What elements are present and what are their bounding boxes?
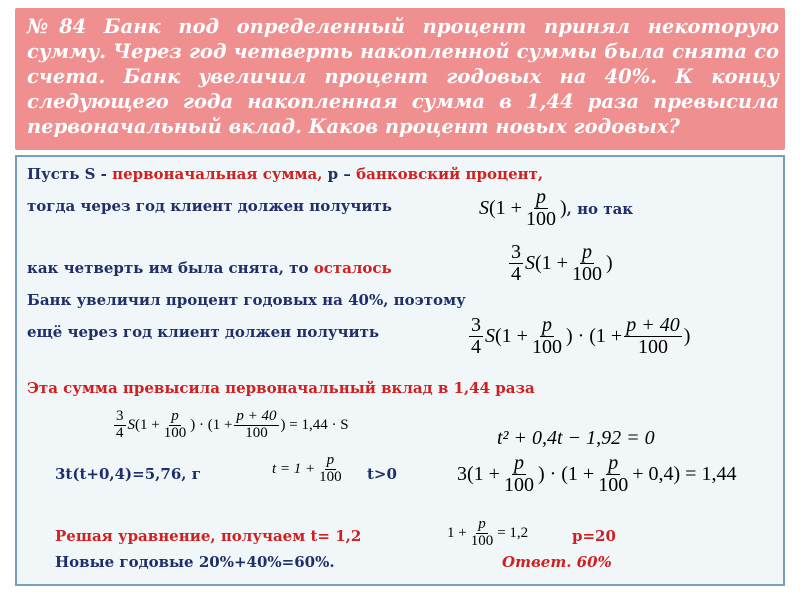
fraction-3-4: [509, 242, 523, 285]
text-bank-increased: Банк увеличил процент годовых на 40%, поэтому: [27, 291, 466, 309]
text-quarter: как четверть им была снята, то: [27, 259, 314, 277]
formula-close: ): [605, 252, 613, 274]
frac-num: p: [608, 452, 619, 474]
formula-after-year: [479, 187, 633, 230]
formula-open: (1 +: [495, 325, 528, 347]
solution-line-8: [55, 527, 361, 545]
solution-line-6: [27, 379, 535, 397]
formula-times: ) · (1 +: [565, 325, 623, 347]
text-answer: Ответ. 60%: [502, 553, 612, 571]
formula-quadratic: [497, 427, 655, 450]
frac-den: 4: [116, 424, 124, 441]
answer: [502, 553, 612, 571]
text-another-year: ещё через год клиент должен получить: [27, 323, 380, 341]
quadratic-text: t² + 0,4t − 1,92 = 0: [497, 427, 655, 449]
solution-line-7: [55, 465, 201, 483]
fraction-p-100: [162, 409, 189, 442]
solution-line-5: [27, 323, 379, 341]
formula-second-year: [467, 315, 690, 358]
frac-num: 3: [511, 241, 521, 263]
fraction-p-100: [524, 187, 558, 230]
fraction-p-100: [530, 315, 564, 358]
formula-simplified: [457, 453, 736, 496]
fraction-3-4: [114, 409, 126, 442]
problem-header: [15, 8, 785, 150]
frac-den: 100: [163, 424, 187, 441]
text-new-rate: Новые годовые 20%+40%=60%.: [55, 553, 335, 571]
frac-num: p: [513, 452, 524, 474]
frac-num: p: [326, 452, 335, 468]
result-p: [572, 527, 616, 545]
fraction-p-100: [502, 453, 536, 496]
text-substitution: 3t(t+0,4)=5,76, г: [55, 465, 201, 483]
problem-number: №84: [27, 15, 87, 38]
formula-3open: 3(1 +: [457, 463, 500, 485]
frac-den: 100: [637, 336, 668, 358]
formula-times: ) · (1 +: [537, 463, 595, 485]
frac-num: 3: [471, 314, 481, 336]
text-initial-sum: первоначальная сумма,: [112, 165, 323, 183]
text-t-positive: t>0: [367, 465, 397, 483]
formula-rhs: ) = 1,44 · S: [280, 416, 349, 433]
formula-open: (1 +: [489, 197, 522, 219]
formula-open: (1 +: [135, 416, 160, 433]
frac-num: p: [535, 186, 546, 208]
solution-line-9: [55, 553, 335, 571]
solution-line-1: [27, 165, 543, 183]
formula-s: S: [485, 325, 495, 347]
fraction-p-100: [469, 517, 496, 550]
text-solving: Решая уравнение, получаем t= 1,2: [55, 527, 362, 545]
text-exceeded: Эта сумма превысила первоначальный вклад в 1,44 раза: [27, 379, 535, 397]
fraction-p-100: [317, 453, 344, 486]
formula-times: ) · (1 +: [190, 416, 233, 433]
formula-s: S: [127, 416, 135, 433]
text-p: p –: [322, 165, 357, 183]
frac-num: 3: [116, 408, 124, 424]
text-bank-percent: банковский процент,: [356, 165, 544, 183]
formula-s: S: [525, 252, 535, 274]
fraction-p-100: [596, 453, 630, 496]
frac-num: p: [581, 241, 592, 263]
solution-box: [15, 155, 785, 586]
fraction-3-4: [469, 315, 483, 358]
formula-open: (1 +: [535, 252, 568, 274]
frac-num: p: [478, 516, 486, 532]
frac-num: p: [541, 314, 552, 336]
fraction-p40-100: [234, 409, 278, 442]
formula-rhs: + 0,4) = 1,44: [632, 463, 737, 485]
frac-den: 4: [471, 336, 481, 358]
text-after-year: тогда через год клиент должен получить: [27, 197, 392, 215]
fraction-p40-100: [624, 315, 682, 358]
frac-den: 4: [511, 263, 521, 285]
formula-p-solve: [447, 517, 528, 550]
frac-den: 100: [531, 336, 562, 358]
text-remained: осталось: [313, 259, 392, 277]
text-let: Пусть S -: [27, 165, 113, 183]
problem-text: Банк под определенный процент принял некоторую сумму. Через год четверть накопленной суммы была снята со счета. Банк увеличил процент годовых на 40%. К концу следующего года накопленная сумма в 1,44 раза превысила первоначальный вклад. Каков процент новых годовых?: [27, 15, 779, 138]
formula-remained: [507, 242, 613, 285]
frac-den: 100: [571, 263, 602, 285]
formula-equation: [112, 409, 349, 442]
frac-num: p: [171, 408, 179, 424]
frac-den: 100: [525, 208, 556, 230]
t-def-lhs: t = 1 +: [272, 460, 316, 477]
frac-num: p + 40: [626, 314, 680, 336]
problem-statement: [27, 14, 779, 139]
p-solve-lhs: 1 +: [447, 524, 467, 541]
text-but-since: , но так: [566, 199, 634, 218]
frac-den: 100: [319, 468, 342, 485]
formula-s: S: [479, 197, 489, 219]
frac-den: 100: [470, 532, 494, 549]
solution-line-2: [27, 197, 392, 215]
fraction-p-100: [570, 242, 604, 285]
formula-close: ): [559, 197, 567, 219]
text-p-value: p=20: [572, 527, 616, 545]
frac-num: p + 40: [236, 408, 277, 424]
solution-line-3: [27, 259, 392, 277]
condition-t-positive: [367, 465, 397, 483]
frac-den: 100: [245, 424, 268, 441]
formula-close: ): [683, 325, 691, 347]
formula-t-def: [272, 453, 346, 486]
solution-line-4: [27, 291, 466, 309]
frac-den: 100: [598, 474, 629, 496]
frac-den: 100: [503, 474, 534, 496]
p-solve-rhs: = 1,2: [497, 524, 529, 541]
